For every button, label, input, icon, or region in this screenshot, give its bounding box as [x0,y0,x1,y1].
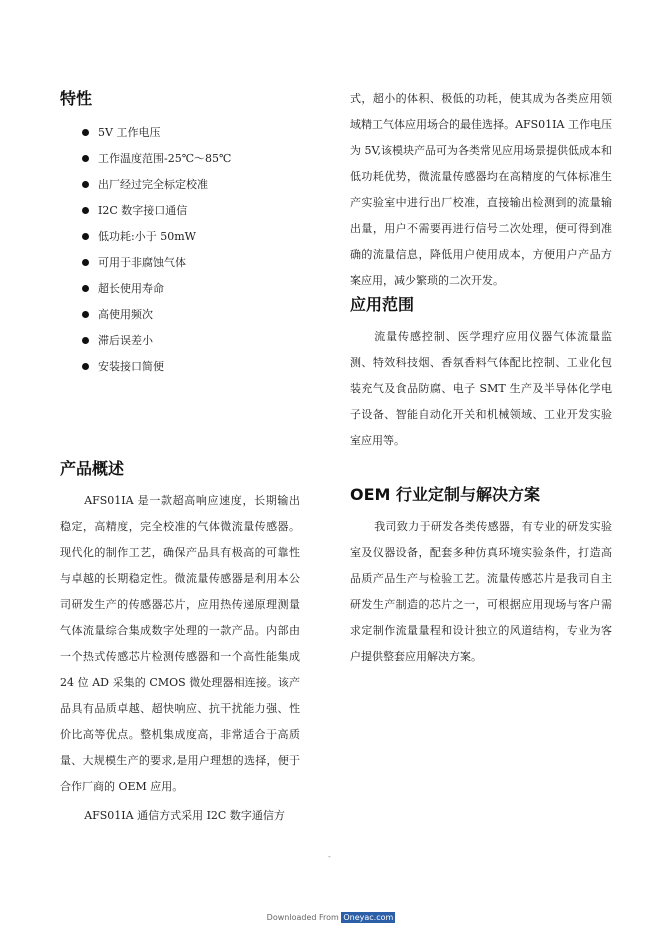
feature-item: 可用于非腐蚀气体 [82,250,300,276]
feature-item: 安装接口简便 [82,354,300,380]
overview-paragraph-2: AFS01IA 通信方式采用 I2C 数字通信方 [84,809,285,822]
left-column [60,88,300,829]
feature-item: 工作温度范围-25℃～85℃ [82,146,300,172]
feature-item: 超长使用寿命 [82,276,300,302]
feature-item: 滞后误差小 [82,328,300,354]
overview-paragraph: AFS01IA 是一款超高响应速度，长期输出稳定，高精度，完全校准的气体微流量传感器。现代化的制作工艺，确保产品具有极高的可靠性与卓越的长期稳定性。微流量传感器是利用本公司研发生产的传感器芯片，应用热传递原理测量气体流量综合集成数字处理的一款产品。内部由一个热式传感芯片检测传感器和一个高性能集成 24 位 AD 采集的 CMOS 微处理器相连接。该产品具有品质卓越、超快响应、抗干扰能力强、性价比高等优点。整机集成度高，非常适合于高质量、大规模生产的要求,是用户理想的选择，便于合作厂商的 OEM 应用。 [60,494,300,793]
features-heading: 特性 [60,89,93,108]
feature-item: 高使用频次 [82,302,300,328]
footer-site-link[interactable]: Oneyac.com [343,913,394,922]
feature-item: 出厂经过完全标定校准 [82,172,300,198]
overview-heading: 产品概述 [60,459,125,478]
applications-paragraph: 流量传感控制、医学理疗应用仪器气体流量监测、特效科技烟、香氛香料气体配比控制、工业化包装充气及食品防腐、电子 SMT 生产及半导体化学电子设备、智能自动化开关和机械领域、工业开发实验室应用等。 [350,330,612,447]
page-mark: - [328,852,331,861]
footer-prefix: Downloaded From [266,913,339,922]
right-column [350,86,612,670]
oem-paragraph: 我司致力于研发各类传感器，有专业的研发实验室及仪器设备，配套多种仿真环境实验条件，打造高品质产品生产与检验工艺。流量传感芯片是我司自主研发生产制造的芯片之一，可根据应用现场与客户需求定制作流量量程和设计独立的风道结构，专业为客户提供整套应用解决方案。 [350,520,612,663]
features-list [60,120,300,380]
feature-item: 低功耗:小于 50mW [82,224,300,250]
feature-item: I2C 数字接口通信 [82,198,300,224]
feature-item: 5V 工作电压 [82,120,300,146]
overview-continuation: 式，超小的体积、极低的功耗，使其成为各类应用领域精工气体应用场合的最佳选择。AFS01IA 工作电压为 5V,该模块产品可为各类常见应用场景提供低成本和低功耗优势，微流量传感器均在高精度的气体标准生产实验室中进行出厂校准，直接输出检测到的流量输出量，用户不需要再进行信号二次处理，便可得到准确的流量信息，降低用户使用成本，方便用户产品方案应用，减少繁琐的二次开发。 [350,92,613,287]
oem-heading: OEM 行业定制与解决方案 [350,485,541,504]
download-footer [0,913,662,922]
applications-heading: 应用范围 [350,295,415,314]
